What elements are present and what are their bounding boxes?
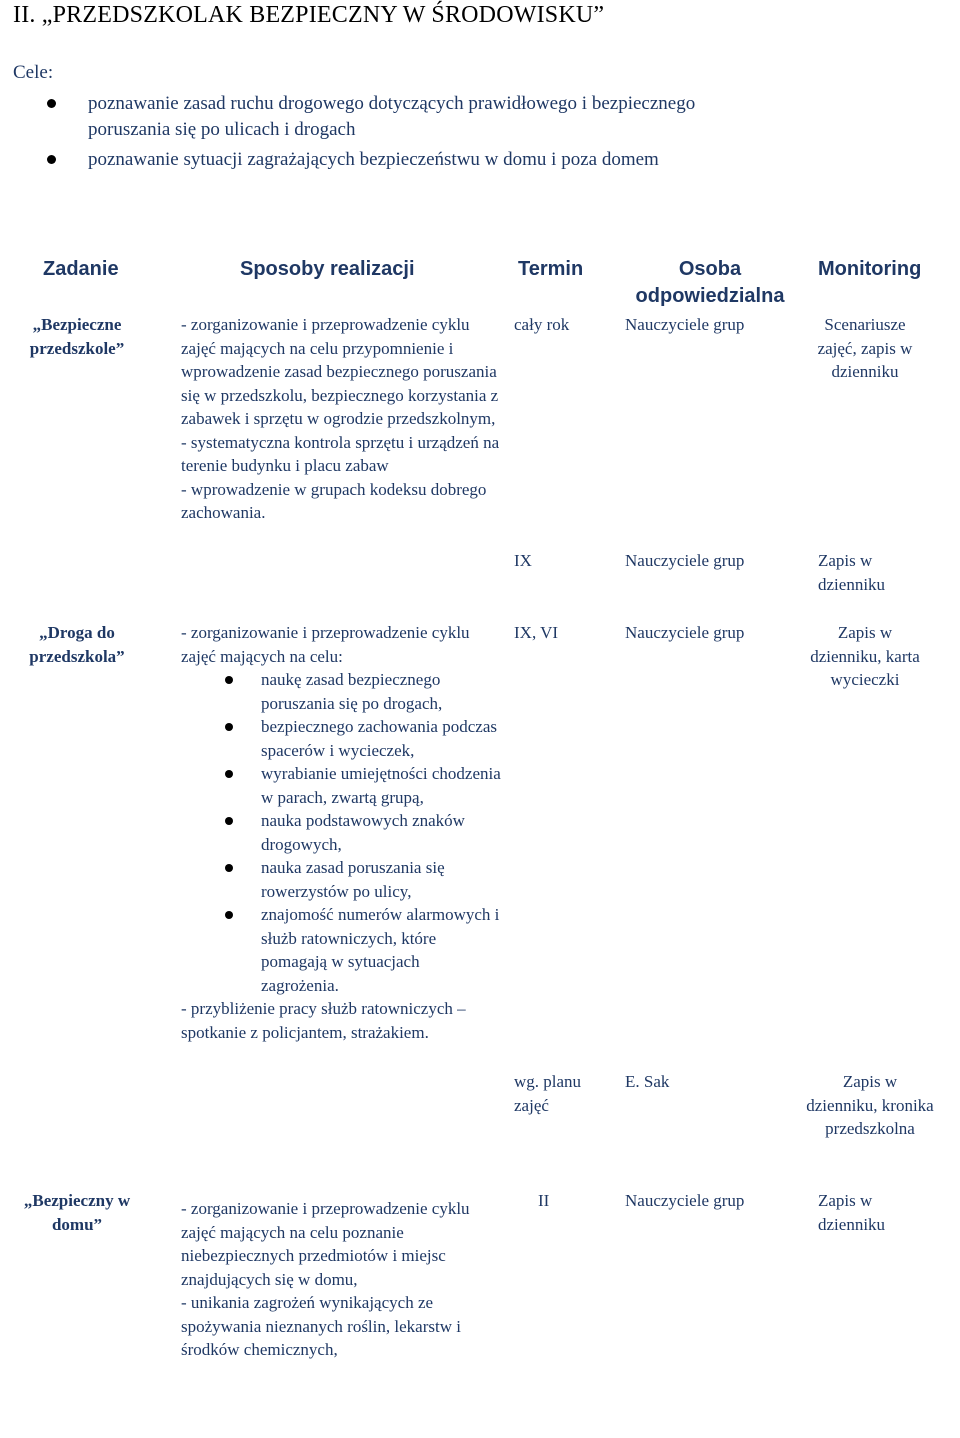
task-cell [0, 1189, 154, 1236]
monitoring-cell: Zapis w dzienniku [818, 551, 886, 594]
bullet-icon [225, 676, 233, 684]
bullet-icon [47, 99, 56, 108]
task-line: przedszkola” [29, 646, 125, 666]
monitoring-cell: Zapis w dzienniku [818, 1191, 886, 1234]
methods-bullet-list [181, 668, 501, 997]
header-person [620, 258, 800, 308]
methods-text: - systematyczna kontrola sprzętu i urządzeń na terenie budynku i placu zabaw [181, 432, 500, 475]
header-person-line1: Osoba [678, 258, 742, 280]
task-line: przedszkole” [29, 338, 125, 358]
term-cell: wg. planu zajęć [514, 1072, 582, 1115]
bullet-icon [225, 911, 233, 919]
methods-cell [181, 313, 501, 525]
goals-label: Cele: [13, 62, 54, 83]
person-cell: E. Sak [625, 1072, 670, 1091]
methods-cell [181, 1197, 501, 1362]
task-line: „Droga do [39, 623, 115, 642]
person-cell: Nauczyciele grup [625, 315, 745, 334]
list-item-text: bezpiecznego zachowania podczas spacerów i wycieczek, [261, 717, 497, 760]
task-line: „Bezpieczny w [23, 1191, 131, 1210]
methods-text: - zorganizowanie i przeprowadzenie cyklu zajęć mających na celu: [181, 623, 470, 666]
person-cell: Nauczyciele grup [625, 551, 745, 570]
list-item [181, 668, 501, 715]
goal-text: poznawanie sytuacji zagrażających bezpieczeństwu w domu i poza domem [88, 149, 659, 170]
list-item [181, 715, 501, 762]
list-item-text: znajomość numerów alarmowych i służb ratowniczych, które pomagają w sytuacjach zagrożenia. [261, 905, 500, 995]
header-term: Termin [518, 258, 584, 280]
monitoring-cell: Scenariusze zajęć, zapis w dzienniku [817, 315, 913, 381]
header-task: Zadanie [43, 258, 119, 280]
term-cell: IX, VI [514, 623, 559, 642]
task-cell [0, 621, 154, 668]
bullet-icon [47, 155, 56, 164]
methods-text: - wprowadzenie w grupach kodeksu dobrego zachowania. [181, 479, 487, 522]
bullet-icon [225, 817, 233, 825]
list-item [181, 809, 501, 856]
header-person-line2: odpowiedzialna [635, 285, 785, 307]
task-cell [0, 313, 154, 360]
list-item-text: nauka zasad poruszania się rowerzystów po ulicy, [261, 858, 445, 901]
header-monitoring: Monitoring [818, 258, 922, 280]
methods-cell [181, 621, 501, 1044]
monitoring-cell: Zapis w dzienniku, kronika przedszkolna [806, 1072, 934, 1138]
bullet-icon [225, 864, 233, 872]
list-item [181, 762, 501, 809]
list-item [181, 903, 501, 997]
bullet-icon [225, 723, 233, 731]
goal-text: poznawanie zasad ruchu drogowego dotyczących prawidłowego i bezpiecznego [88, 93, 696, 114]
term-cell: cały rok [514, 315, 570, 334]
goal-text-cont: poruszania się po ulicach i drogach [88, 119, 356, 140]
methods-text: - unikania zagrożeń wynikających ze spożywania nieznanych roślin, lekarstw i środków chemicznych, [181, 1293, 461, 1359]
methods-text: - zorganizowanie i przeprowadzenie cyklu zajęć mających na celu poznanie niebezpiecznych przedmiotów i miejsc znajdujących się w domu, [181, 1199, 470, 1289]
term-cell: II [538, 1191, 550, 1210]
methods-text: - zorganizowanie i przeprowadzenie cyklu zajęć mających na celu przypomnienie i wprowadzenie zasad bezpiecznego poruszania się w przedszkolu, bezpiecznego korzystania z zabawek i sprzętu w ogrodzie przedszkolnym, [181, 315, 499, 428]
page-title: II. „PRZEDSZKOLAK BEZPIECZNY W ŚRODOWISKU” [13, 2, 605, 28]
task-line: „Bezpieczne [32, 315, 122, 334]
monitoring-cell: Zapis w dzienniku, karta wycieczki [810, 623, 920, 689]
list-item-text: naukę zasad bezpiecznego poruszania się po drogach, [261, 670, 443, 713]
person-cell: Nauczyciele grup [625, 1191, 745, 1210]
term-cell: IX [514, 551, 532, 570]
person-cell: Nauczyciele grup [625, 623, 745, 642]
task-line: domu” [51, 1214, 103, 1234]
methods-text: - przybliżenie pracy służb ratowniczych – spotkanie z policjantem, strażakiem. [181, 999, 466, 1042]
list-item-text: wyrabianie umiejętności chodzenia w parach, zwartą grupą, [261, 764, 501, 807]
list-item-text: nauka podstawowych znaków drogowych, [261, 811, 465, 854]
header-methods: Sposoby realizacji [240, 258, 415, 280]
list-item [181, 856, 501, 903]
bullet-icon [225, 770, 233, 778]
